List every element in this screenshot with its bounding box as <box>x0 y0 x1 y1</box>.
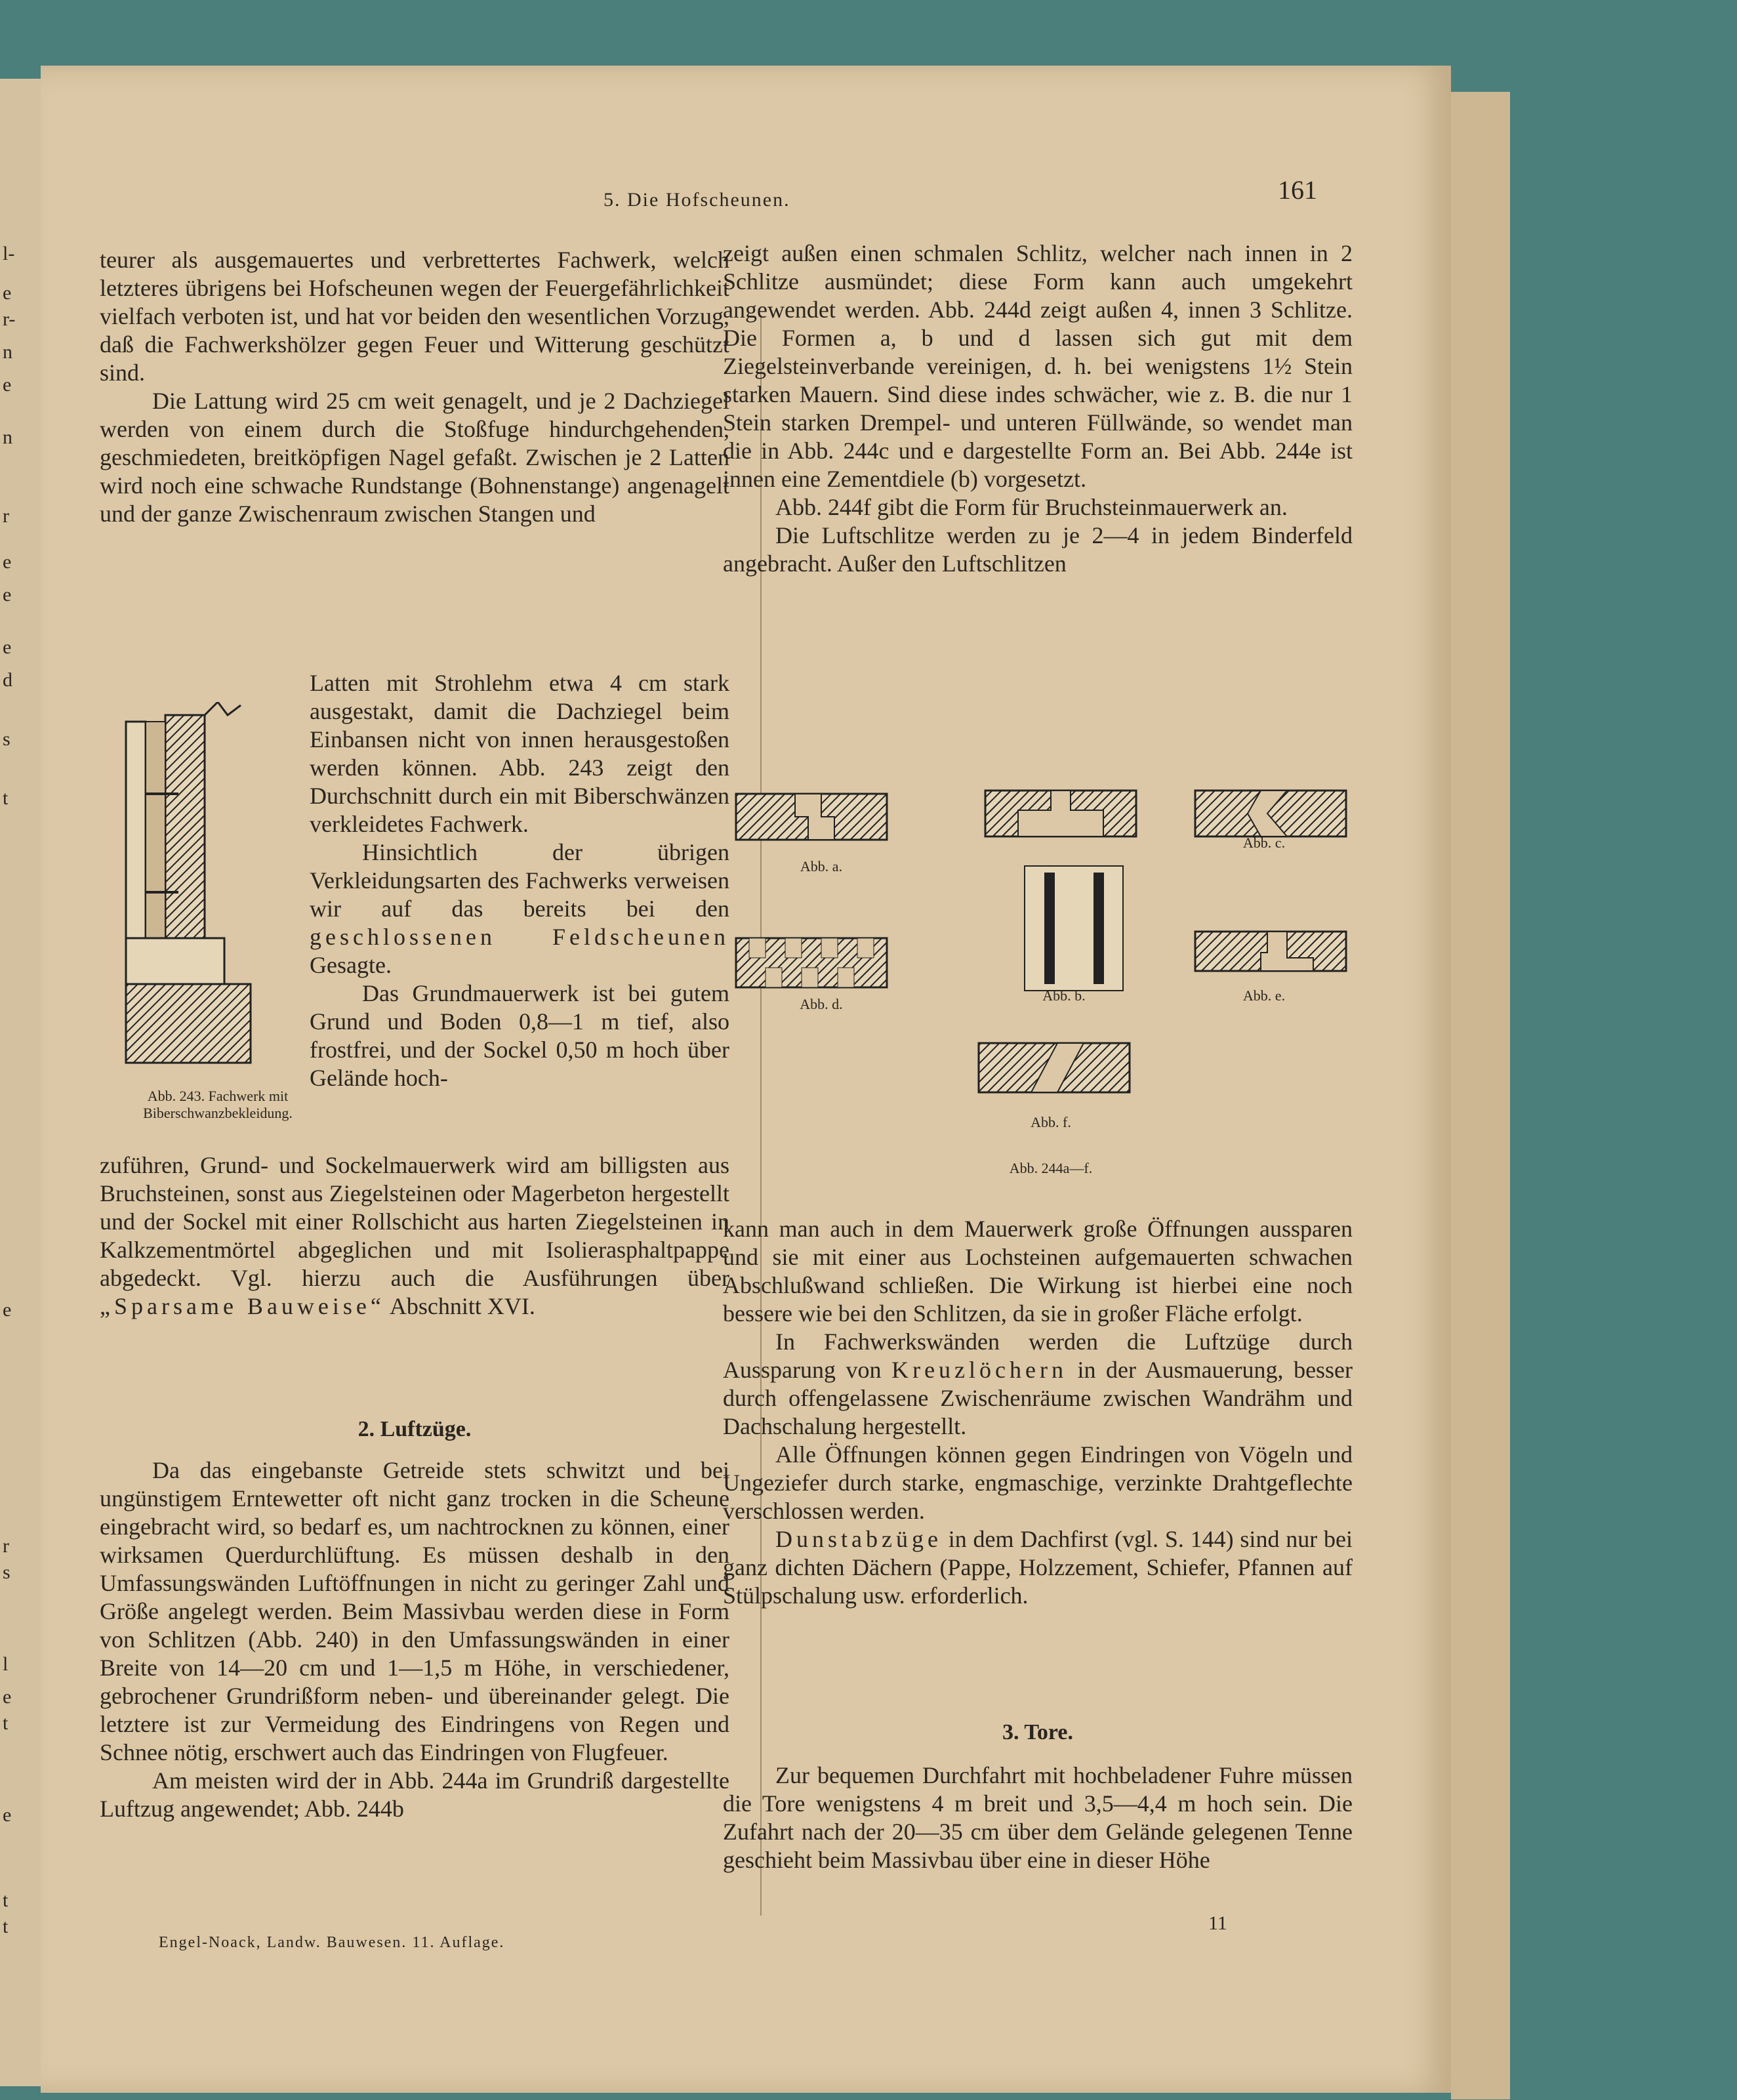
break-line <box>205 702 241 715</box>
section-heading: 2. Luftzüge. <box>358 1417 472 1441</box>
paragraph: Das Grundmauerwerk ist bei gutem Grund und Boden 0,8—1 m tief, also frostfrei, und der Sockel 0,50 m hoch über Gelände hoch- <box>310 980 729 1091</box>
margin-fragment: t <box>3 787 9 809</box>
sill <box>126 938 224 984</box>
paragraph: kann man auch in dem Mauerwerk große Öffnungen aussparen und sie mit einer aus Lochsteinen aufgemauerten schwachen Abschlußwand schließen. Die Wirkung ist hierbei eine noch bessere wie bei den Schlitzen, da sie in großer Fläche erfolgt. <box>723 1216 1353 1327</box>
left-text-block-top <box>100 246 729 528</box>
paragraph: Abb. 244f gibt die Form für Bruchsteinmauerwerk an. <box>775 494 1288 520</box>
paragraph: teurer als ausgemauertes und verbrettertes Fachwerk, welch letzteres übrigens bei Hofscheunen wegen der Feuergefährlichkeit vielfach verboten ist, und hat vor beiden den wesentlichen Vorzug, daß die Fachwerkshölzer gegen Feuer und Witterung geschützt sind. <box>100 247 729 386</box>
emphasis-text: „Sparsame Bauweise“ <box>100 1293 385 1319</box>
fig-244c <box>1195 791 1346 836</box>
paragraph-text: In Fachwerkswänden werden die Luftzüge durch Aussparung von <box>723 1328 1353 1383</box>
paragraph-text: Abschnitt XVI. <box>389 1293 535 1319</box>
margin-fragment: e <box>3 584 12 606</box>
fig-244e <box>1195 932 1346 971</box>
paragraph-text: in der Ausmauerung, besser durch offengelassene Zwischenräume zwischen Wandrähm und Dachschalung hergestellt. <box>723 1357 1353 1439</box>
right-text-block-top <box>723 239 1353 578</box>
margin-fragment: r- <box>3 308 16 330</box>
right-text-block-middle <box>723 1215 1353 1610</box>
book-page <box>41 66 1451 2093</box>
paragraph: Zur bequemen Durchfahrt mit hochbeladener Fuhre müssen die Tore wenigstens 4 m breit und 3,5—4,4 m hoch sein. Die Zufahrt nach der 20—35 cm über dem Gelände gelegenen Tenne geschieht beim Massivbau über eine in dieser Höhe <box>723 1762 1353 1873</box>
fig-244f <box>979 1043 1130 1092</box>
emphasis-text: geschlossenen Feldscheunen <box>310 924 729 950</box>
margin-fragment: n <box>3 341 12 363</box>
paragraph-text: in dem Dachfirst (vgl. S. 144) sind nur bei ganz dichten Dächern (Pappe, Holzzement, Schiefer, Pfannen auf Stülpschalung usw. erforderlich. <box>723 1526 1353 1609</box>
margin-fragment: r <box>3 505 9 527</box>
page-spine <box>1451 92 1510 2099</box>
paragraph-text: zuführen, Grund- und Sockelmauerwerk wird am billigsten aus Bruchsteinen, sonst aus Ziegelsteinen oder Magerbeton hergestellt und der Sockel mit einer Rollschicht aus harten Ziegelsteinen in Kalkzementmörtel abgeglichen und mit Isolierasphaltpappe abgedeckt. Vgl. hierzu auch die Ausführungen über <box>100 1152 729 1291</box>
paragraph: Am meisten wird der in Abb. 244a im Grundriß dargestellte Luftzug angewendet; Abb. 244b <box>100 1767 729 1822</box>
margin-fragment: l- <box>3 243 15 264</box>
margin-fragment: e <box>3 1299 12 1321</box>
margin-fragment: t <box>3 1712 9 1734</box>
fig-243-drawing <box>113 702 323 1076</box>
paragraph: Da das eingebanste Getreide stets schwitzt und bei ungünstigem Erntewetter oft nicht ganz trocken in die Scheune eingebracht wird, so bedarf es, um nachtrocknen zu können, einer wirksamen Querdurchlüftung. Es müssen deshalb in den Umfassungswänden Luftöffnungen in nicht zu geringer Zahl und Größe angelegt werden. Beim Massivbau werden diese in Form von Schlitzen (Abb. 240) in den Umfassungswänden in einer Breite von 14—20 cm und 1—1,5 m Höhe, in verschiedener, gebrochener Grundrißform neben- und übereinander gelegt. Die letztere ist zur Vermeidung des Eindringens von Regen und Schnee nötig, erschwert auch das Eindringen von Flugfeuer. <box>100 1457 729 1765</box>
fig-244b <box>1025 866 1123 991</box>
margin-fragment: e <box>3 1804 12 1826</box>
margin-fragment: e <box>3 1686 12 1708</box>
paragraph-text: Hinsichtlich der übrigen Verkleidungsarten des Fachwerks verweisen wir auf das bereits bei den <box>310 839 729 922</box>
margin-fragment: s <box>3 1561 10 1583</box>
margin-fragment: n <box>3 426 12 448</box>
paragraph: Latten mit Strohlehm etwa 4 cm stark ausgestakt, damit die Dachziegel beim Einbansen nicht von innen herausgestoßen werden können. Abb. 243 zeigt den Durchschnitt durch ein mit Biberschwänzen verkleidetes Fachwerk. <box>310 670 729 837</box>
foundation <box>126 984 251 1063</box>
left-text-wrap <box>310 669 729 1092</box>
fig-244f-label: Abb. f. <box>1031 1114 1071 1130</box>
margin-fragment: s <box>3 728 10 750</box>
fig-244d <box>736 938 887 987</box>
margin-fragment: e <box>3 374 12 396</box>
wall-section <box>165 715 205 938</box>
page-footer: Engel-Noack, Landw. Bauwesen. 11. Auflage. <box>159 1934 505 1951</box>
signature-mark: 11 <box>1208 1912 1227 1934</box>
left-text-block-middle <box>100 1151 729 1321</box>
emphasis-text: Dunstabzüge <box>775 1526 942 1552</box>
running-title: 5. Die Hofscheunen. <box>603 189 790 211</box>
paragraph: Die Lattung wird 25 cm weit genagelt, und je 2 Dachziegel werden von einem durch die Stoßfuge hindurchgehenden, geschmiedeten, breitköpfigen Nagel gefaßt. Zwischen je 2 Latten wird noch eine schwache Rundstange (Bohnenstange) angenagelt und der ganze Zwischenraum zwischen Stangen und <box>100 388 729 527</box>
paragraph: Die Luftschlitze werden zu je 2—4 in jedem Binderfeld angebracht. Außer den Luftschlitzen <box>723 522 1353 577</box>
left-text-block-bottom <box>100 1456 729 1823</box>
margin-fragment: r <box>3 1535 9 1557</box>
margin-fragment: l <box>3 1653 9 1675</box>
fig-244b-label: Abb. b. <box>1042 987 1086 1004</box>
fig-244-caption: Abb. 244a—f. <box>1009 1160 1093 1176</box>
margin-fragment: e <box>3 636 12 658</box>
paragraph: zeigt außen einen schmalen Schlitz, welcher nach innen in 2 Schlitze ausmündet; diese Form kann auch umgekehrt angewendet werden. Abb. 244d zeigt außen 4, innen 3 Schlitze. Die Formen a, b und d lassen sich gut mit dem Ziegelsteinverbande vereinigen, d. h. bei wenigstens 1½ Stein starken Mauern. Sind diese indes schwächer, wie z. B. die nur 1 Stein starken Drempel- und unteren Füllwände, so wendet man die in Abb. 244c und e dargestellte Form an. Bei Abb. 244e ist innen eine Zementdiele (b) vorgesetzt. <box>723 240 1353 492</box>
right-text-block-bottom <box>723 1761 1353 1874</box>
emphasis-text: Kreuzlöchern <box>891 1357 1067 1383</box>
fig-243-caption: Abb. 243. Fachwerk mit Biberschwanzbekleidung. <box>143 1088 293 1121</box>
margin-fragment: t <box>3 1916 9 1937</box>
previous-page-edge <box>0 79 41 2086</box>
paragraph: Alle Öffnungen können gegen Eindringen von Vögeln und Ungeziefer durch starke, engmaschige, verzinkte Drahtgeflechte verschlossen werden. <box>723 1441 1353 1524</box>
margin-fragment: e <box>3 551 12 573</box>
fig-244a-label: Abb. a. <box>800 858 843 875</box>
section-heading: 3. Tore. <box>1002 1720 1073 1744</box>
fig-244e-label: Abb. e. <box>1242 987 1286 1004</box>
margin-fragment: d <box>3 669 12 691</box>
page-number: 161 <box>1278 175 1317 205</box>
margin-fragment: e <box>3 282 12 304</box>
paragraph-text: Gesagte. <box>310 952 392 978</box>
fig-244a <box>736 794 887 840</box>
fig-244b-top <box>985 791 1136 836</box>
fig-244d-label: Abb. d. <box>800 996 843 1012</box>
fig-244c-label: Abb. c. <box>1242 834 1286 851</box>
margin-fragment: t <box>3 1889 9 1911</box>
